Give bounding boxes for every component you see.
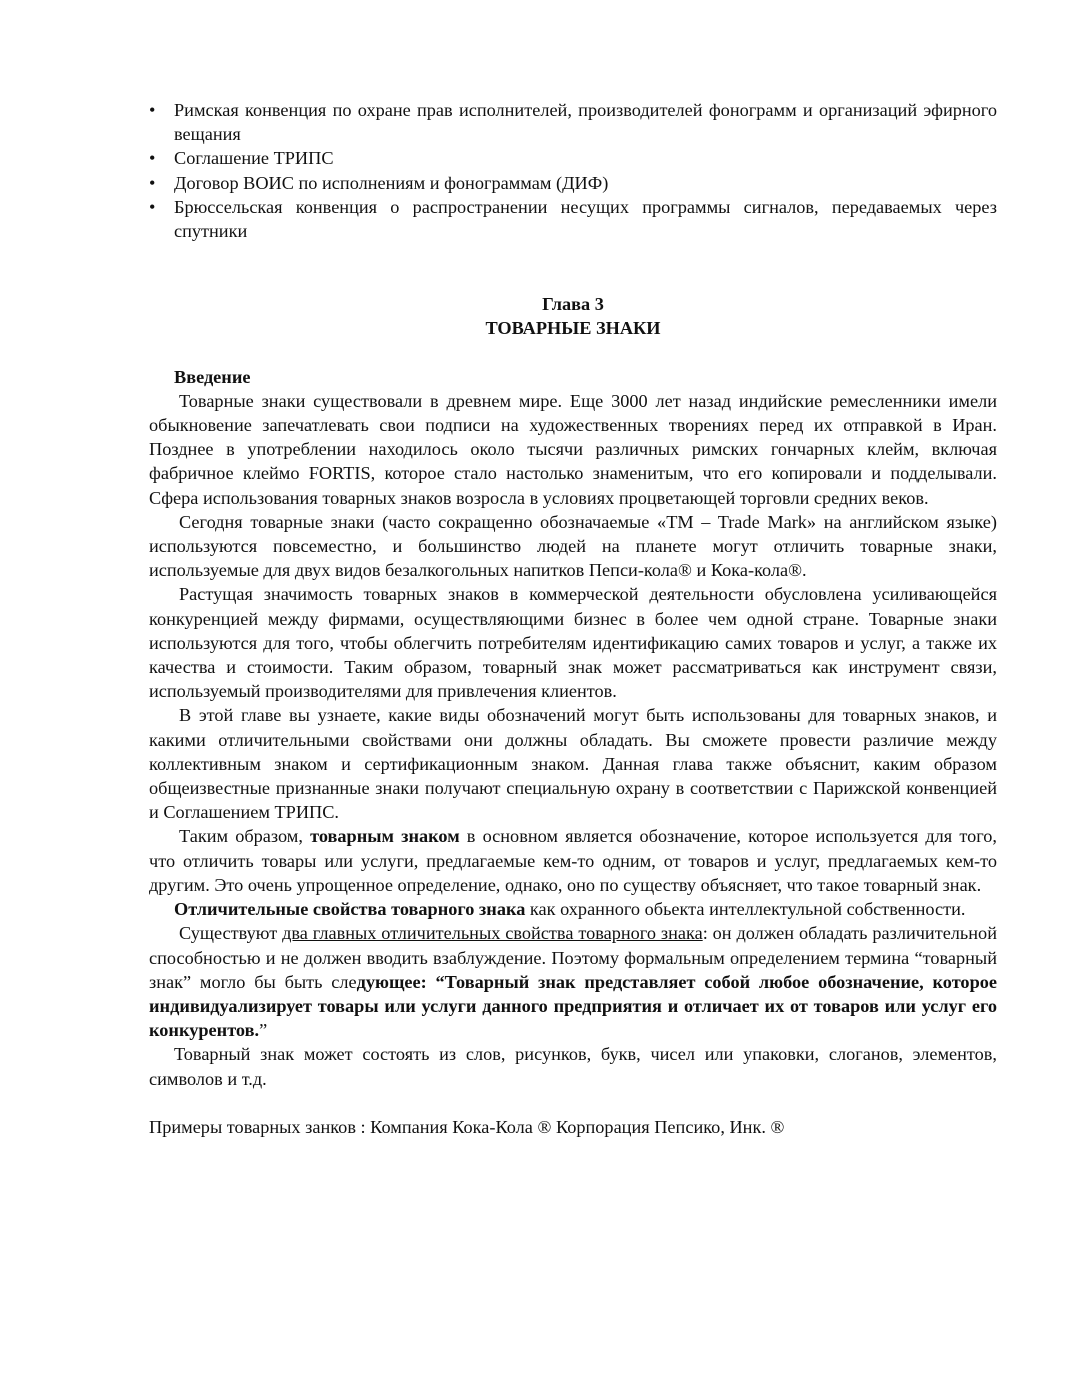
paragraph-formal-definition bbox=[149, 921, 997, 1042]
chapter-title: ТОВАРНЫЕ ЗНАКИ bbox=[485, 318, 661, 339]
text-run: : он должен обладать различительной способностью и не должен вводить взаблуждение. Поэтому формальным определением термина “товарный знак” могло бы быть сле bbox=[149, 923, 997, 992]
underlined-term: два главных отличительных свойства товарного знака bbox=[282, 923, 703, 944]
conventions-list bbox=[149, 98, 997, 243]
list-item bbox=[149, 146, 997, 170]
list-item bbox=[149, 98, 997, 146]
bold-definition: дующее: “Товарный знак представляет собой любое обозначение, которое индивидуализирует товары или услуги данного предприятия и отличает их от товаров или услуг его конкурентов. bbox=[149, 971, 997, 1041]
text-run: Таким образом, bbox=[179, 826, 311, 847]
paragraph-significance: Растущая значимость товарных знаков в коммерческой деятельности обусловлена усиливающейся конкуренцией между фирмами, осуществляющими бизнес в более чем одной стране. Товарные знаки используются для того, чтобы облегчить потребителям идентификацию самих товаров и услуг, а также их качества и стоимости. Таким образом, товарный знак может рассматриваться как инструмент связи, используемый производителями для привлечения клиентов. bbox=[149, 584, 997, 702]
paragraph-history: Товарные знаки существовали в древнем мире. Еще 3000 лет назад индийские ремесленники имели обыкновение запечатлевать свои подписи на художественных творениях перед их отправкой в Иран. Позднее в употреблении находилось около тысячи различных римских гончарных клейм, включая фабричное клеймо FORTIS, которое стало настолько знаменитым, что его копировали и подделывали. Сфера использования товарных знаков возросла в условиях процветающей торговли средних веков. bbox=[149, 390, 997, 508]
paragraph-today: Сегодня товарные знаки (часто сокращенно обозначаемые «TM – Trade Mark» на английском языке) используются повсеместно, и большинство людей на планете могут отличить товарные знаки, используемые для двух видов безалкогольных напитков Пепси-кола® и Кока-кола®. bbox=[149, 511, 997, 581]
text-run: в основном является обозначение, которое используется для того, что отличить товары или услуги, предлагаемые кем-то одним, от товаров и услуг, предлагаемых кем-то другим. Это очень упрощенное определение, однако, оно по существу объясняет, что такое товарный знак. bbox=[149, 826, 997, 895]
bullet-icon: • bbox=[149, 196, 156, 217]
bold-term: товарным знаком bbox=[310, 826, 460, 847]
chapter-number: Глава 3 bbox=[542, 294, 604, 315]
list-item-text: Римская конвенция по охране прав исполнителей, производителей фонограмм и организаций эфирного вещания bbox=[174, 100, 997, 145]
list-item-text: Договор ВОИС по исполнениям и фонограммам (ДИФ) bbox=[174, 172, 609, 193]
text-run: как охранного обьекта интеллектульной собственности. bbox=[525, 899, 966, 920]
bullet-icon: • bbox=[149, 148, 156, 169]
text-run: Существуют bbox=[179, 923, 283, 944]
examples-line: Примеры товарных занков : Компания Кока-Кола ® Корпорация Пепсико, Инк. ® bbox=[149, 1116, 785, 1137]
list-item-text: Брюссельская конвенция о распространении несущих программы сигналов, передаваемых через спутники bbox=[174, 196, 997, 242]
section-title: Введение bbox=[174, 366, 251, 387]
paragraph-chapter-overview: В этой главе вы узнаете, какие виды обозначений могут быть использованы для товарных знаков, и какими отличительными свойствами они должны обладать. Вы сможете провести различие между коллективным знаком и сертификационным знаком. Данная глава также объяснит, каким образом общеизвестные признанные знаки получают специальную охрану в соответствии с Парижской конвенцией и Соглашением ТРИПС. bbox=[149, 705, 997, 823]
paragraph-definition bbox=[149, 824, 997, 897]
paragraph-composition: Товарный знак может состоять из слов, рисунков, букв, чисел или упаковки, слоганов, элементов, символов и т.д. bbox=[149, 1044, 997, 1089]
list-item bbox=[149, 195, 997, 243]
document-page bbox=[149, 98, 997, 1139]
list-item-text: Соглашение ТРИПС bbox=[174, 148, 334, 169]
list-item bbox=[149, 171, 997, 195]
text-run: ” bbox=[259, 1020, 268, 1041]
bullet-icon: • bbox=[149, 172, 156, 193]
bold-term: Отличительные свойства товарного знака bbox=[174, 899, 526, 920]
bullet-icon: • bbox=[149, 100, 156, 120]
paragraph-properties-heading bbox=[149, 897, 997, 921]
